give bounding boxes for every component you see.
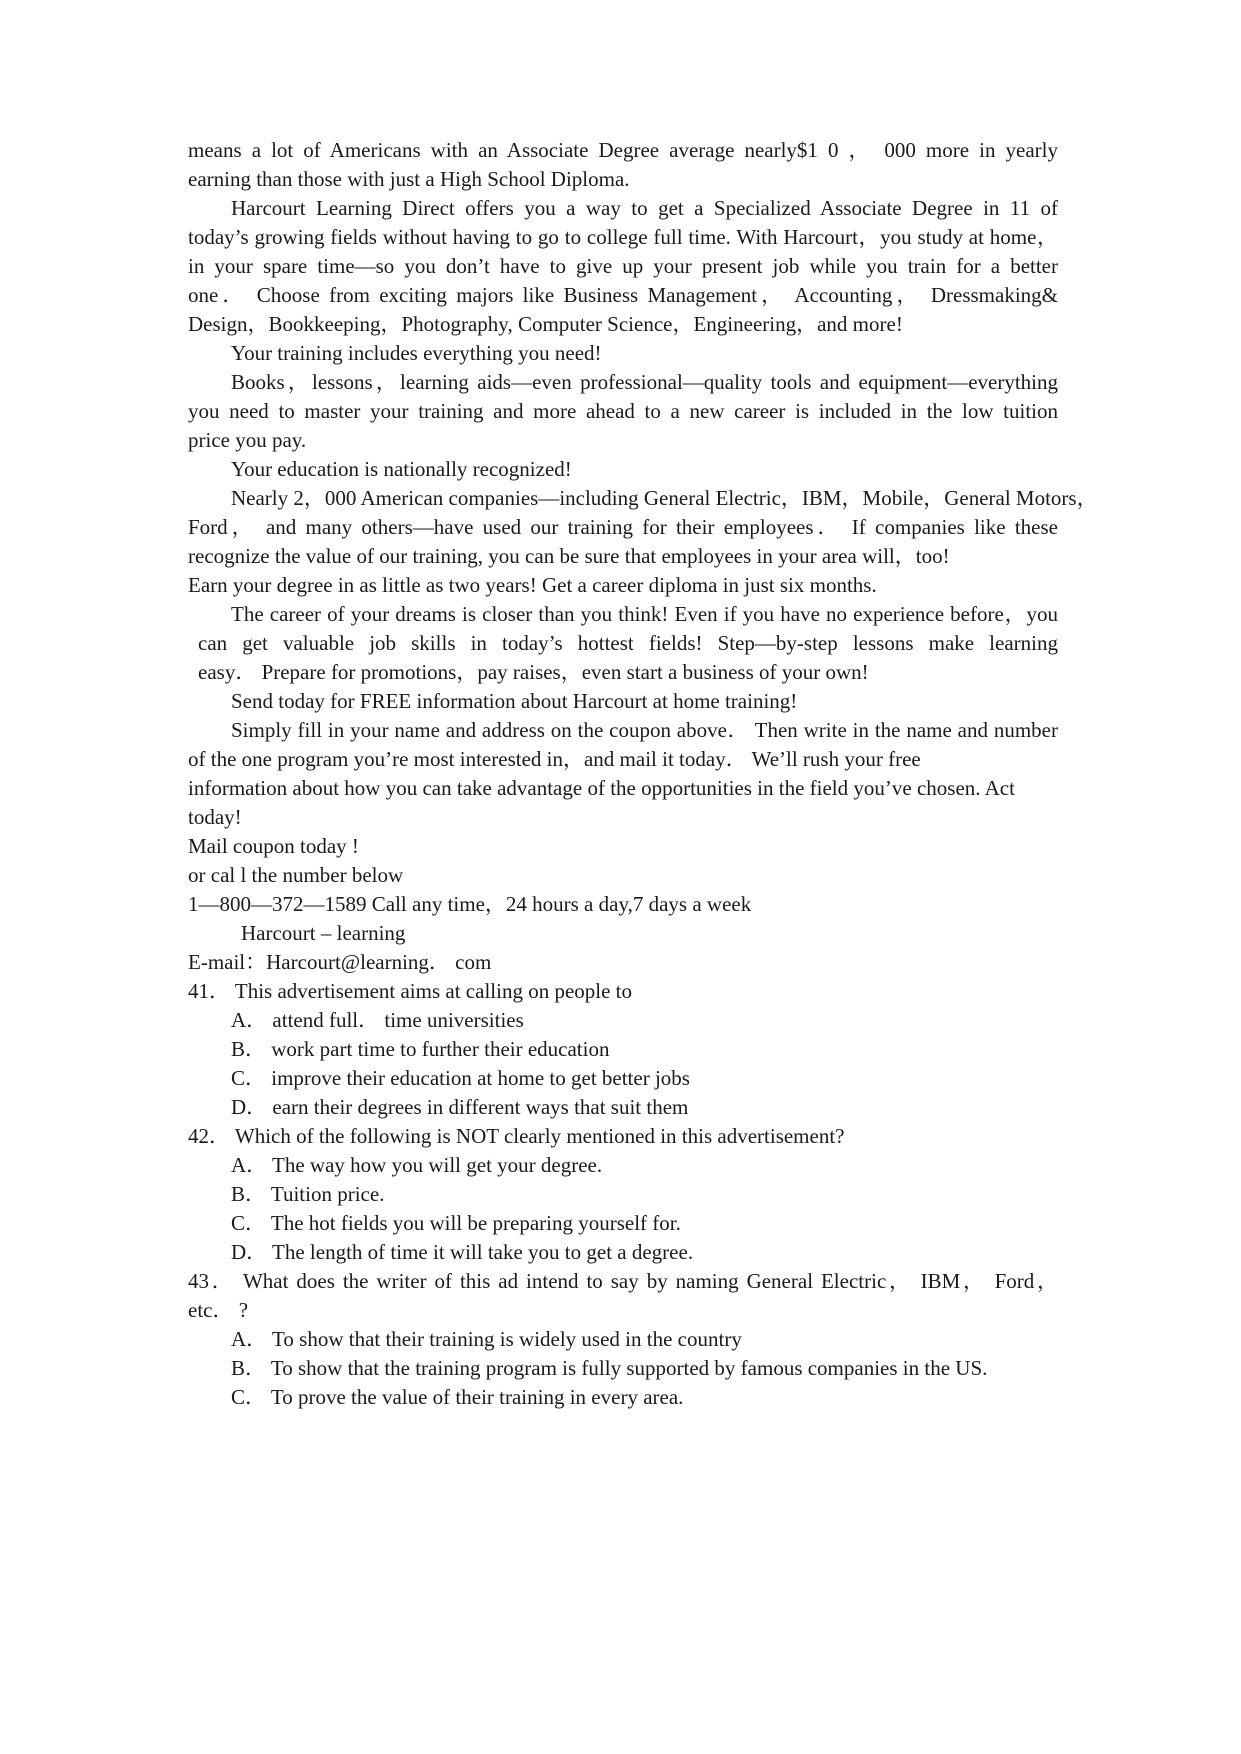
passage-line: Design，Bookkeeping，Photography, Computer Science，Engineering，and more! [188, 312, 903, 336]
answer-option: C． The hot fields you will be preparing yourself for. [231, 1211, 681, 1235]
passage-line: or cal l the number below [188, 863, 404, 887]
passage-line: Earn your degree in as little as two years! Get a career diploma in just six months. [188, 573, 877, 597]
passage-line: today’s growing fields without having to go to college full time. With Harcourt，you study at home， [188, 225, 1058, 249]
passage-line: Books，lessons，learning aids—even professional—quality tools and equipment—everything [231, 370, 1058, 394]
passage-line: earning than those with just a High School Diploma. [188, 167, 630, 191]
answer-option: B． To show that the training program is fully supported by famous companies in the US. [231, 1356, 988, 1380]
passage-line: easy． Prepare for promotions，pay raises，even start a business of your own! [198, 660, 869, 684]
passage-line: price you pay. [188, 428, 307, 452]
answer-option: A． attend full． time universities [231, 1008, 524, 1032]
passage-line: you need to master your training and more ahead to a new career is included in the low tuition [188, 399, 1058, 423]
answer-option: A． The way how you will get your degree. [231, 1153, 603, 1177]
passage-line: today! [188, 805, 242, 829]
answer-option: D． earn their degrees in different ways that suit them [231, 1095, 689, 1119]
passage-line: 1—800—372—1589 Call any time，24 hours a day,7 days a week [188, 892, 752, 916]
passage-line: of the one program you’re most interested in，and mail it today． We’ll rush your free [188, 747, 921, 771]
passage-line: Simply fill in your name and address on the coupon above． Then write in the name and number [231, 718, 1058, 742]
passage-line: information about how you can take advantage of the opportunities in the field you’ve chosen. Act [188, 776, 1015, 800]
answer-option: B． Tuition price. [231, 1182, 385, 1206]
passage-line: E-mail：Harcourt@learning． com [188, 950, 492, 974]
passage-line: recognize the value of our training, you can be sure that employees in your area will，too! [188, 544, 950, 568]
answer-option: D． The length of time it will take you to get a degree. [231, 1240, 694, 1264]
passage-line: Your education is nationally recognized! [231, 457, 572, 481]
answer-option: B． work part time to further their education [231, 1037, 610, 1061]
answer-option: A． To show that their training is widely used in the country [231, 1327, 742, 1351]
passage-line: in your spare time—so you don’t have to give up your present job while you train for a better [188, 254, 1058, 278]
passage-line: Your training includes everything you need! [231, 341, 602, 365]
passage-line: The career of your dreams is closer than you think! Even if you have no experience before，you [231, 602, 1058, 626]
question-stem: 42． Which of the following is NOT clearly mentioned in this advertisement? [188, 1124, 845, 1148]
passage-line: Send today for FREE information about Harcourt at home training! [231, 689, 798, 713]
passage-line: means a lot of Americans with an Associate Degree average nearly$1 0 ， 000 more in yearly [188, 138, 1058, 162]
question-stem: 41． This advertisement aims at calling on people to [188, 979, 633, 1003]
passage-line: Harcourt – learning [241, 921, 406, 945]
passage-line: Nearly 2，000 American companies—including General Electric，IBM，Mobile，General Motors， [231, 486, 1098, 510]
passage-line: one． Choose from exciting majors like Business Management， Accounting， Dressmaking& [188, 283, 1058, 307]
passage-line: Mail coupon today ! [188, 834, 359, 858]
answer-option: C． To prove the value of their training in every area. [231, 1385, 684, 1409]
passage-line: Harcourt Learning Direct offers you a way to get a Specialized Associate Degree in 11 of [231, 196, 1058, 220]
question-stem: 43． What does the writer of this ad intend to say by naming General Electric， IBM， Ford， [188, 1269, 1058, 1293]
answer-option: C． improve their education at home to get better jobs [231, 1066, 690, 1090]
passage-line: Ford， and many others—have used our training for their employees． If companies like these [188, 515, 1058, 539]
question-stem-continued: etc． ? [188, 1298, 249, 1322]
passage-line: can get valuable job skills in today’s hottest fields! Step—by-step lessons make learning [198, 631, 1058, 655]
